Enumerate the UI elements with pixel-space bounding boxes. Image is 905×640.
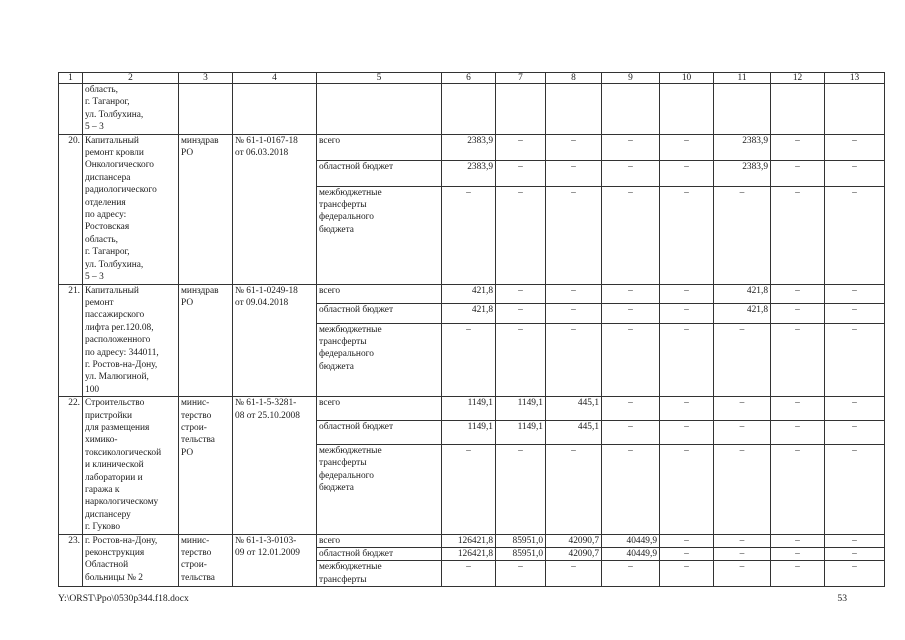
cell-line: больницы № 2 [85,572,143,583]
cell-line: лаборатории и [85,472,143,483]
amount-cell: – [496,186,546,284]
cell-line: трансферты [319,574,367,585]
amount-cell: – [442,186,496,284]
cell-line: от 06.03.2018 [235,148,289,159]
cell-line: пассажирского [85,310,145,321]
cell-line: № 61-1-0167-18 [235,135,298,146]
expert-conclusion [233,397,317,534]
cell-line: по адресу: 344011, [85,347,159,358]
cell-line: областной бюджет [319,549,394,560]
amount-cell: – [602,323,660,397]
amount-cell: – [771,420,825,444]
table-row [59,397,885,421]
cell-line: межбюджетные [319,445,382,456]
funding-source [317,284,442,304]
amount-cell: 2383,9 [714,160,771,186]
column-header: 8 [546,73,602,84]
customer [179,534,233,587]
column-header: 13 [825,73,885,84]
amount-cell: – [496,134,546,160]
amount-cell: – [546,186,602,284]
amount-cell: 2383,9 [442,134,496,160]
cell-line: радиологического [85,185,157,196]
amount-cell: 2383,9 [714,134,771,160]
cell-line: ремонт кровли [85,148,144,159]
amount-cell: – [714,444,771,534]
amount-cell: – [825,561,885,587]
amount-cell: – [546,561,602,587]
amount-cell: – [714,534,771,547]
amount-cell: – [660,561,714,587]
amount-cell: – [825,444,885,534]
funding-source [317,186,442,284]
amount-cell: – [825,160,885,186]
cell-line: федерального [319,349,374,360]
funding-source [317,561,442,587]
amount-cell: – [546,444,602,534]
cell-line: строи- [181,560,207,571]
object-name [83,284,179,397]
object-name [83,84,179,135]
cell-line: гаража к [85,485,120,495]
amount-cell: – [660,160,714,186]
cell-line: тельства [181,435,215,446]
amount-cell: – [714,548,771,561]
amount-cell: 85951,0 [496,548,546,561]
cell-line: минздрав [181,135,219,146]
cell-line: РО [181,297,194,308]
amount-cell: – [825,304,885,324]
cell-line: областной бюджет [319,161,394,172]
cell-line: наркологическому [85,497,159,508]
amount-cell: – [771,548,825,561]
cell-line: строи- [181,422,207,433]
cell-line: областной бюджет [319,421,394,432]
amount-cell: – [602,284,660,304]
cell-line: бюджета [319,482,354,493]
amount-cell: 85951,0 [496,534,546,547]
cell-line: токсикологической [85,447,162,458]
amount-cell: – [660,534,714,547]
amount-cell: – [714,420,771,444]
amount-cell: 445,1 [546,420,602,444]
amount-cell: – [546,304,602,324]
expert-conclusion [233,284,317,397]
cell-line: федерального [319,470,374,481]
amount-cell: – [546,284,602,304]
cell-line: всего [319,535,341,546]
cell-line: диспансеру [85,509,131,520]
cell-line: РО [181,447,194,458]
amount-cell: – [602,397,660,421]
amount-cell: – [771,444,825,534]
amount-cell: – [771,561,825,587]
cell-line: бюджета [319,361,354,372]
cell-line: межбюджетные [319,324,382,335]
cell-line: Областной [85,560,129,571]
empty-cell [496,84,546,135]
cell-line: химико- [85,435,118,446]
amount-cell: 126421,8 [442,534,496,547]
amount-cell: – [825,534,885,547]
column-header: 12 [771,73,825,84]
expert-conclusion [233,134,317,284]
cell-line: терство [181,548,212,559]
empty-cell [442,84,496,135]
cell-line: всего [319,398,341,409]
funding-source [317,304,442,324]
amount-cell: – [602,186,660,284]
amount-cell: 40449,9 [602,548,660,561]
amount-cell: – [602,160,660,186]
column-header: 9 [602,73,660,84]
amount-cell: – [660,420,714,444]
column-header: 6 [442,73,496,84]
object-name [83,397,179,534]
cell-line: минздрав [181,285,219,296]
amount-cell: – [496,561,546,587]
cell-line: г. Таганрог, [85,247,130,258]
amount-cell: – [771,397,825,421]
empty-cell [825,84,885,135]
amount-cell: – [660,186,714,284]
customer [179,397,233,534]
amount-cell: 1149,1 [442,420,496,444]
amount-cell: 42090,7 [546,548,602,561]
cell-line: 08 от 25.10.2008 [235,410,300,421]
cell-line: от 09.04.2018 [235,297,289,308]
cell-line: по адресу: [85,210,127,221]
cell-line: 5 – 3 [85,122,104,133]
amount-cell: – [442,444,496,534]
row-number: 23. [59,534,83,587]
cell-line: г. Таганрог, [85,97,130,108]
amount-cell: – [546,160,602,186]
cell-line: лифта рег.120.08, [85,322,154,333]
amount-cell: – [496,323,546,397]
amount-cell: – [714,561,771,587]
cell-line: отделения [85,197,126,208]
empty-cell [660,84,714,135]
funding-source [317,420,442,444]
amount-cell: 126421,8 [442,548,496,561]
amount-cell: – [771,284,825,304]
cell-line: № 61-1-3-0103- [235,535,297,546]
cell-line: № 61-1-5-3281- [235,398,297,409]
row-number: 20. [59,134,83,284]
cell-line: ремонт [85,297,114,308]
cell-line: федерального [319,212,374,223]
amount-cell: 421,8 [714,284,771,304]
amount-cell: – [442,323,496,397]
cell-line: трансферты [319,458,367,469]
amount-cell: – [602,420,660,444]
cell-line: 100 [85,384,100,395]
amount-cell: – [660,304,714,324]
footer-file-path: Y:\ORST\Ppo\0530p344.f18.docx [58,593,189,604]
funding-source [317,323,442,397]
cell-line: Онкологического [85,160,154,171]
table-row [59,134,885,160]
amount-cell: – [496,304,546,324]
cell-line: Строительство [85,398,145,409]
cell-line: Ростовская [85,222,130,233]
amount-cell: – [771,323,825,397]
row-number [59,84,83,135]
page-number: 53 [837,593,847,604]
cell-line: всего [319,135,341,146]
funding-source [317,160,442,186]
amount-cell: 1149,1 [496,420,546,444]
amount-cell: – [660,284,714,304]
cell-line: г. Ростов-на-Дону, [85,359,158,370]
cell-line: тельства [181,572,215,583]
cell-line: расположенного [85,335,151,346]
cell-line: трансферты [319,199,367,210]
cell-line: минис- [181,398,210,409]
amount-cell: 445,1 [546,397,602,421]
cell-line: ул. Толбухина, [85,109,144,120]
amount-cell: – [771,160,825,186]
row-number: 21. [59,284,83,397]
empty-cell [602,84,660,135]
column-header: 1 [59,73,83,84]
cell-line: ул. Толбухина, [85,259,144,270]
cell-line: реконструкция [85,548,145,559]
expert-conclusion [233,534,317,587]
amount-cell: 421,8 [714,304,771,324]
cell-line: межбюджетные [319,187,382,198]
amount-cell: – [825,284,885,304]
amount-cell: – [714,186,771,284]
amount-cell: – [496,284,546,304]
amount-cell: 421,8 [442,304,496,324]
empty-cell [771,84,825,135]
row-number: 22. [59,397,83,534]
funding-source [317,548,442,561]
cell-line: всего [319,285,341,296]
amount-cell: – [825,186,885,284]
cell-line: Капитальный [85,285,139,296]
object-name [83,534,179,587]
cell-line: межбюджетные [319,562,382,573]
amount-cell: – [825,397,885,421]
cell-line: и клинической [85,460,144,471]
amount-cell: – [496,444,546,534]
amount-cell: 40449,9 [602,534,660,547]
funding-source [317,397,442,421]
cell-line: № 61-1-0249-18 [235,285,298,296]
customer [179,134,233,284]
cell-line: минис- [181,535,210,546]
amount-cell: – [714,397,771,421]
amount-cell: – [496,160,546,186]
empty-cell [714,84,771,135]
amount-cell: – [825,420,885,444]
cell-line: г. Гуково [85,522,121,533]
cell-line: г. Ростов-на-Дону, [85,535,158,546]
amount-cell: – [602,134,660,160]
amount-cell: 42090,7 [546,534,602,547]
cell-line: 5 – 3 [85,272,104,283]
amount-cell: – [771,134,825,160]
amount-cell: – [660,134,714,160]
funding-source [317,134,442,160]
cell-line: ул. Малюгиной, [85,372,149,383]
cell-line: РО [181,148,194,159]
column-header: 7 [496,73,546,84]
funding-source [317,444,442,534]
empty-cell [233,84,317,135]
amount-cell: 1149,1 [442,397,496,421]
amount-cell: – [771,534,825,547]
cell-line: Капитальный [85,135,139,146]
table-row [59,84,885,135]
customer [179,284,233,397]
column-header: 4 [233,73,317,84]
amount-cell: – [660,323,714,397]
column-header: 3 [179,73,233,84]
cell-line: бюджета [319,224,354,235]
amount-cell: – [602,444,660,534]
amount-cell: – [546,134,602,160]
object-name [83,134,179,284]
amount-cell: 1149,1 [496,397,546,421]
amount-cell: – [660,397,714,421]
amount-cell: – [825,323,885,397]
funding-source [317,534,442,547]
amount-cell: – [442,561,496,587]
amount-cell: – [771,186,825,284]
cell-line: диспансера [85,172,131,183]
column-header: 5 [317,73,442,84]
amount-cell: – [602,561,660,587]
amount-cell: – [825,134,885,160]
amount-cell: – [602,304,660,324]
cell-line: область, [85,85,118,95]
amount-cell: 2383,9 [442,160,496,186]
empty-cell [179,84,233,135]
cell-line: пристройки [85,410,133,421]
cell-line: 09 от 12.01.2009 [235,548,300,559]
empty-cell [546,84,602,135]
amount-cell: – [546,323,602,397]
amount-cell: – [714,323,771,397]
column-header: 2 [83,73,179,84]
amount-cell: 421,8 [442,284,496,304]
column-header: 11 [714,73,771,84]
table-row [59,284,885,304]
cell-line: областной бюджет [319,305,394,315]
empty-cell [317,84,442,135]
column-header: 10 [660,73,714,84]
cell-line: трансферты [319,336,367,347]
financing-table [58,72,885,587]
amount-cell: – [771,304,825,324]
cell-line: область, [85,234,118,245]
header-row [59,73,885,84]
table-row [59,534,885,547]
amount-cell: – [660,548,714,561]
amount-cell: – [825,548,885,561]
amount-cell: – [660,444,714,534]
cell-line: терство [181,410,212,421]
cell-line: для размещения [85,422,150,433]
